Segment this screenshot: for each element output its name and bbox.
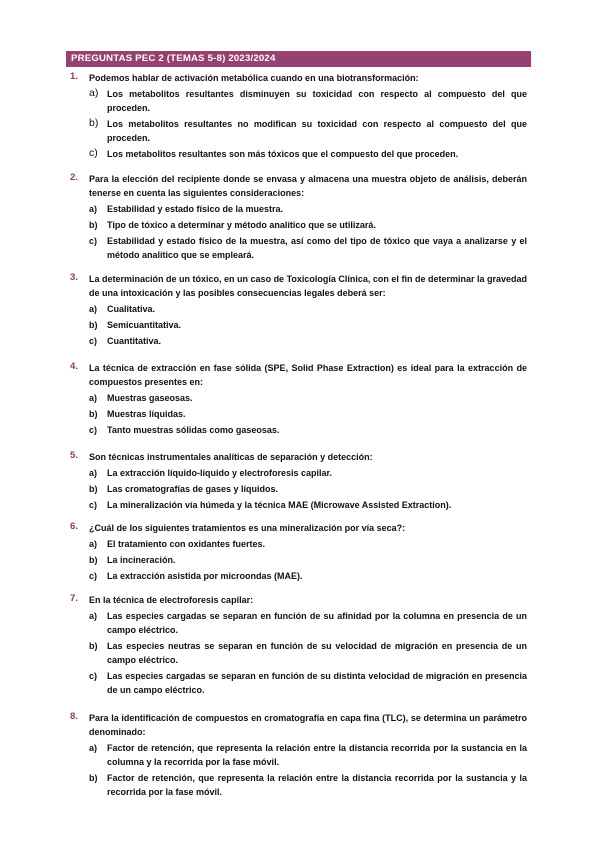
option-text: Los metabolitos resultantes son más tóxicos que el compuesto del que proceden. bbox=[107, 149, 459, 159]
option-text: Tanto muestras sólidas como gaseosas. bbox=[107, 425, 280, 435]
option-b bbox=[0, 407, 600, 421]
option-b bbox=[0, 482, 600, 496]
option-label: a) bbox=[89, 87, 99, 99]
option-text: Muestras gaseosas. bbox=[107, 393, 193, 403]
option-a bbox=[0, 302, 600, 316]
option-label: a) bbox=[89, 304, 98, 314]
option-text: Los metabolitos resultantes disminuyen su toxicidad con respecto al compuesto del que proceden. bbox=[107, 89, 527, 113]
option-c bbox=[0, 498, 600, 512]
question-text: Podemos hablar de activación metabólica cuando en una biotransformación: bbox=[89, 73, 419, 83]
option-label: a) bbox=[89, 743, 98, 753]
question-1 bbox=[0, 71, 600, 161]
option-b bbox=[0, 218, 600, 232]
option-text: Las especies cargadas se separan en función de su afinidad por la columna en presencia de un campo eléctrico. bbox=[107, 611, 527, 635]
option-a bbox=[0, 466, 600, 480]
question-number: 8. bbox=[70, 711, 79, 722]
option-label: a) bbox=[89, 204, 98, 214]
question-text: La determinación de un tóxico, en un caso de Toxicología Clínica, con el fin de determinar la gravedad de una intoxicación y las posibles consecuencias legales deberá ser: bbox=[89, 274, 527, 298]
option-c bbox=[0, 334, 600, 348]
option-label: a) bbox=[89, 468, 98, 478]
question-text: Son técnicas instrumentales analíticas de separación y detección: bbox=[89, 452, 373, 462]
option-b bbox=[0, 117, 600, 145]
question-2 bbox=[0, 172, 600, 262]
option-label: c) bbox=[89, 500, 98, 510]
option-label: c) bbox=[89, 147, 98, 159]
option-text: Estabilidad y estado físico de la muestra. bbox=[107, 204, 284, 214]
option-text: Semicuantitativa. bbox=[107, 320, 182, 330]
option-label: c) bbox=[89, 336, 98, 346]
question-number: 2. bbox=[70, 172, 79, 183]
option-text: La extracción líquido-líquido y electroforesis capilar. bbox=[107, 468, 333, 478]
question-text: Para la elección del recipiente donde se envasa y almacena una muestra objeto de análisis, deberán tenerse en cuenta las siguientes consideraciones: bbox=[89, 174, 527, 198]
option-text: Los metabolitos resultantes no modifican su toxicidad con respecto al compuesto del que proceden. bbox=[107, 119, 527, 143]
question-3 bbox=[0, 272, 600, 348]
option-label: b) bbox=[89, 641, 98, 651]
option-text: El tratamiento con oxidantes fuertes. bbox=[107, 539, 266, 549]
option-label: b) bbox=[89, 117, 99, 129]
option-text: Muestras líquidas. bbox=[107, 409, 186, 419]
option-label: c) bbox=[89, 425, 98, 435]
option-text: La extracción asistida por microondas (MAE). bbox=[107, 571, 303, 581]
option-text: Estabilidad y estado físico de la muestra, así como del tipo de tóxico que vaya a analizarse y el método analítico que se empleará. bbox=[107, 236, 527, 260]
option-c bbox=[0, 147, 600, 161]
option-label: a) bbox=[89, 393, 98, 403]
option-label: b) bbox=[89, 220, 98, 230]
option-label: b) bbox=[89, 555, 98, 565]
question-number: 7. bbox=[70, 593, 79, 604]
option-label: b) bbox=[89, 409, 98, 419]
option-text: Cuantitativa. bbox=[107, 336, 162, 346]
option-c bbox=[0, 423, 600, 437]
option-a bbox=[0, 609, 600, 637]
option-b bbox=[0, 639, 600, 667]
option-text: La mineralización vía húmeda y la técnica MAE (Microwave Assisted Extraction). bbox=[107, 500, 452, 510]
option-label: b) bbox=[89, 773, 98, 783]
option-text: Las especies cargadas se separan en función de su distinta velocidad de migración en presencia de un campo eléctrico. bbox=[107, 671, 527, 695]
option-text: La incineración. bbox=[107, 555, 176, 565]
question-text: La técnica de extracción en fase sólida (SPE, Solid Phase Extraction) es ideal para la extracción de compuestos presentes en: bbox=[89, 363, 527, 387]
section-header: PREGUNTAS PEC 2 (TEMAS 5-8) 2023/2024 bbox=[66, 51, 531, 67]
question-8 bbox=[0, 711, 600, 799]
option-text: Las especies neutras se separan en función de su velocidad de migración en presencia de un campo eléctrico. bbox=[107, 641, 527, 665]
option-c bbox=[0, 234, 600, 262]
option-a bbox=[0, 741, 600, 769]
option-b bbox=[0, 771, 600, 799]
question-text: En la técnica de electroforesis capilar: bbox=[89, 595, 254, 605]
option-label: b) bbox=[89, 320, 98, 330]
question-4 bbox=[0, 361, 600, 437]
option-text: Las cromatografías de gases y líquidos. bbox=[107, 484, 279, 494]
option-text: Factor de retención, que representa la relación entre la distancia recorrida por la sustancia en la columna y la recorrida por la fase móvil. bbox=[107, 743, 527, 767]
option-text: Factor de retención, que representa la relación entre la distancia recorrida por la sustancia y la recorrida por la fase móvil. bbox=[107, 773, 527, 797]
question-text: ¿Cuál de los siguientes tratamientos es una mineralización por vía seca?: bbox=[89, 523, 406, 533]
option-b bbox=[0, 553, 600, 567]
option-a bbox=[0, 202, 600, 216]
option-c bbox=[0, 669, 600, 697]
option-a bbox=[0, 537, 600, 551]
question-number: 3. bbox=[70, 272, 79, 283]
option-text: Cualitativa. bbox=[107, 304, 156, 314]
option-label: c) bbox=[89, 671, 98, 681]
question-7 bbox=[0, 593, 600, 697]
question-number: 1. bbox=[70, 71, 79, 82]
option-a bbox=[0, 87, 600, 115]
question-text: Para la identificación de compuestos en cromatografía en capa fina (TLC), se determina un parámetro denominado: bbox=[89, 713, 527, 737]
option-label: b) bbox=[89, 484, 98, 494]
option-b bbox=[0, 318, 600, 332]
question-6 bbox=[0, 521, 600, 583]
option-c bbox=[0, 569, 600, 583]
option-label: c) bbox=[89, 571, 98, 581]
question-number: 6. bbox=[70, 521, 79, 532]
question-number: 5. bbox=[70, 450, 79, 461]
question-5 bbox=[0, 450, 600, 512]
question-number: 4. bbox=[70, 361, 79, 372]
option-text: Tipo de tóxico a determinar y método analítico que se utilizará. bbox=[107, 220, 376, 230]
option-label: a) bbox=[89, 611, 98, 621]
option-label: c) bbox=[89, 236, 98, 246]
option-label: a) bbox=[89, 539, 98, 549]
option-a bbox=[0, 391, 600, 405]
